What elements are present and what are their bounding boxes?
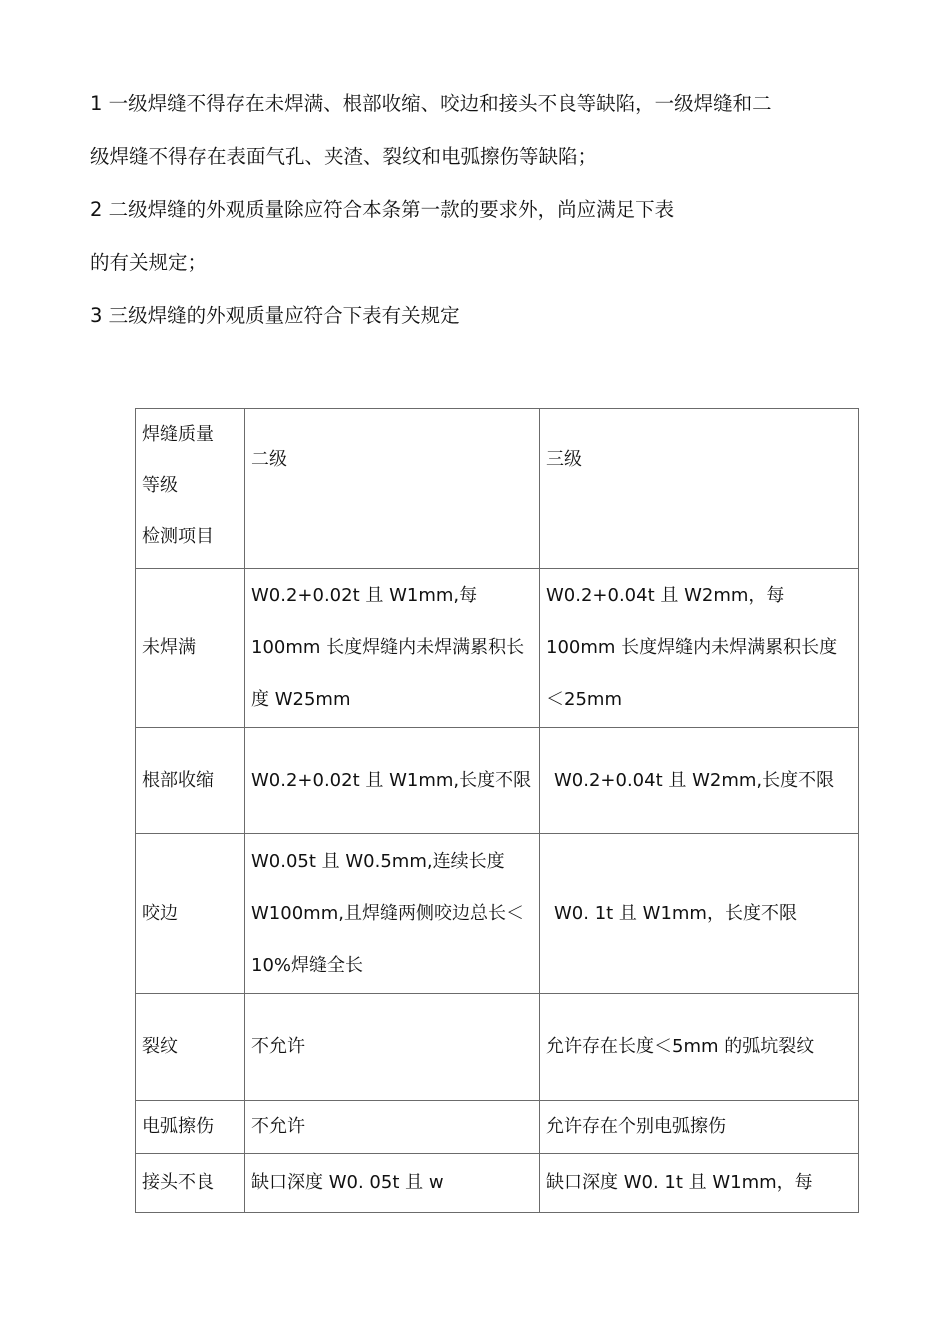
table-row — [136, 994, 859, 1101]
paragraph-1-line-2: 级焊缝不得存在表面气孔、夹渣、裂纹和电弧擦伤等缺陷； — [90, 145, 598, 168]
row-item-label: 接头不良 — [136, 1154, 245, 1213]
row-item-label: 未焊满 — [136, 569, 245, 728]
row-grade-3-value: 允许存在个别电弧擦伤 — [540, 1101, 859, 1154]
header-grade-3: 三级 — [540, 409, 859, 569]
row-grade-2-value: W0.2+0.02t 且 W1mm,长度不限 — [245, 728, 540, 834]
table-header-row — [136, 409, 859, 569]
paragraph-2-line-1: 2 二级焊缝的外观质量除应符合本条第一款的要求外，尚应满足下表 — [90, 198, 675, 221]
row-item-label: 根部收缩 — [136, 728, 245, 834]
table-row — [136, 1101, 859, 1154]
row-grade-3-value: 缺口深度 W0. 1t 且 W1mm，每 — [540, 1154, 859, 1213]
row-grade-2-value: 不允许 — [245, 994, 540, 1101]
row-item-label: 裂纹 — [136, 994, 245, 1101]
weld-quality-table — [135, 408, 859, 1213]
row-grade-2-value: W0.2+0.02t 且 W1mm,每100mm 长度焊缝内未焊满累积长度 W25mm — [245, 569, 540, 728]
table-row — [136, 569, 859, 728]
row-grade-2-value: W0.05t 且 W0.5mm,连续长度 W100mm,且焊缝两侧咬边总长＜10%焊缝全长 — [245, 834, 540, 994]
header-corner-cell — [136, 409, 245, 569]
paragraph-2-line-2: 的有关规定； — [90, 251, 208, 274]
row-grade-3-value: W0. 1t 且 W1mm，长度不限 — [540, 834, 859, 994]
table-row — [136, 834, 859, 994]
paragraph-3: 3 三级焊缝的外观质量应符合下表有关规定 — [90, 304, 460, 327]
header-grade-2: 二级 — [245, 409, 540, 569]
header-corner-line: 等级 — [142, 475, 178, 496]
header-corner-line: 检测项目 — [142, 526, 214, 547]
header-corner-line: 焊缝质量 — [142, 424, 214, 445]
paragraph-1-line-1: 1 一级焊缝不得存在未焊满、根部收缩、咬边和接头不良等缺陷，一级焊缝和二 — [90, 92, 772, 115]
row-grade-3-value: W0.2+0.04t 且 W2mm，每100mm 长度焊缝内未焊满累积长度＜25mm — [540, 569, 859, 728]
row-item-label: 电弧擦伤 — [136, 1101, 245, 1154]
row-grade-2-value: 不允许 — [245, 1101, 540, 1154]
table-row — [136, 1154, 859, 1213]
row-item-label: 咬边 — [136, 834, 245, 994]
row-grade-2-value: 缺口深度 W0. 05t 且 w — [245, 1154, 540, 1213]
row-grade-3-value: 允许存在长度＜5mm 的弧坑裂纹 — [540, 994, 859, 1101]
table-row — [136, 728, 859, 834]
row-grade-3-value: W0.2+0.04t 且 W2mm,长度不限 — [540, 728, 859, 834]
